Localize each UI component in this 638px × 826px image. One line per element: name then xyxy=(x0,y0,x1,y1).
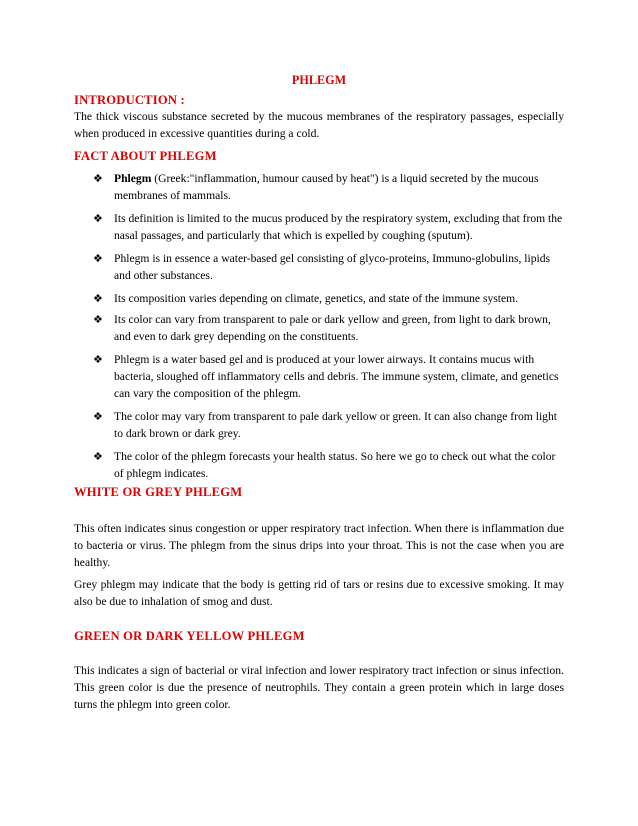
item-text: The color may vary from transparent to pale dark yellow or green. It can also change from light to dark brown or dark grey. xyxy=(114,410,557,440)
list-item xyxy=(93,448,563,482)
item-text: Its definition is limited to the mucus produced by the respiratory system, excluding that from the nasal passages, and particularly that which is expelled by coughing (sputum). xyxy=(114,212,563,242)
list-item xyxy=(93,250,563,284)
diamond-bullet-icon: ❖ xyxy=(93,292,103,305)
intro-heading: INTRODUCTION : xyxy=(74,93,185,107)
list-item xyxy=(93,311,563,345)
list-item xyxy=(93,408,563,442)
green-yellow-heading: GREEN OR DARK YELLOW PHLEGM xyxy=(74,629,305,643)
item-lead: Phlegm xyxy=(114,172,152,185)
item-text: Phlegm is in essence a water-based gel consisting of glyco-proteins, Immuno-globulins, lipids and other substances. xyxy=(114,252,551,282)
diamond-bullet-icon: ❖ xyxy=(93,252,103,265)
item-text: (Greek:"inflammation, humour caused by heat") is a liquid secreted by the mucous membranes of mammals. xyxy=(114,172,539,202)
white-grey-paragraph-2: Grey phlegm may indicate that the body is getting rid of tars or resins due to excessive smoking. It may also be due to inhalation of smog and dust. xyxy=(74,578,564,608)
item-text: Phlegm is a water based gel and is produced at your lower airways. It contains mucus with bacteria, sloughed off inflammatory cells and debris. The immune system, climate, and genetics can vary the composition of the phlegm. xyxy=(114,353,559,400)
diamond-bullet-icon: ❖ xyxy=(93,172,103,185)
item-text: Its color can vary from transparent to pale or dark yellow and green, from light to dark brown, and even to dark grey depending on the constituents. xyxy=(114,313,551,343)
intro-paragraph: The thick viscous substance secreted by the mucous membranes of the respiratory passages, especially when produced in excessive quantities during a cold. xyxy=(74,110,564,140)
item-text: The color of the phlegm forecasts your health status. So here we go to check out what the color of phlegm indicates. xyxy=(114,450,556,480)
list-item xyxy=(93,210,563,244)
document-title: PHLEGM xyxy=(291,73,347,87)
diamond-bullet-icon: ❖ xyxy=(93,353,103,366)
diamond-bullet-icon: ❖ xyxy=(93,212,103,225)
green-yellow-paragraph: This indicates a sign of bacterial or viral infection and lower respiratory tract infection or sinus infection. This green color is due the presence of neutrophils. They contain a green protein which in large doses turns the phlegm into green color. xyxy=(74,664,564,711)
list-item xyxy=(93,290,563,307)
diamond-bullet-icon: ❖ xyxy=(93,410,103,423)
white-grey-heading: WHITE OR GREY PHLEGM xyxy=(74,485,243,499)
white-grey-paragraph-1: This often indicates sinus congestion or upper respiratory tract infection. When there is inflammation due to bacteria or virus. The phlegm from the sinus drips into your throat. This is not the case when you are healthy. xyxy=(74,522,564,569)
diamond-bullet-icon: ❖ xyxy=(93,450,103,463)
facts-heading: FACT ABOUT PHLEGM xyxy=(74,149,217,163)
facts-list xyxy=(93,170,563,482)
item-text: Its composition varies depending on climate, genetics, and state of the immune system. xyxy=(114,292,519,305)
list-item xyxy=(93,170,563,204)
diamond-bullet-icon: ❖ xyxy=(93,313,103,326)
list-item xyxy=(93,351,563,402)
